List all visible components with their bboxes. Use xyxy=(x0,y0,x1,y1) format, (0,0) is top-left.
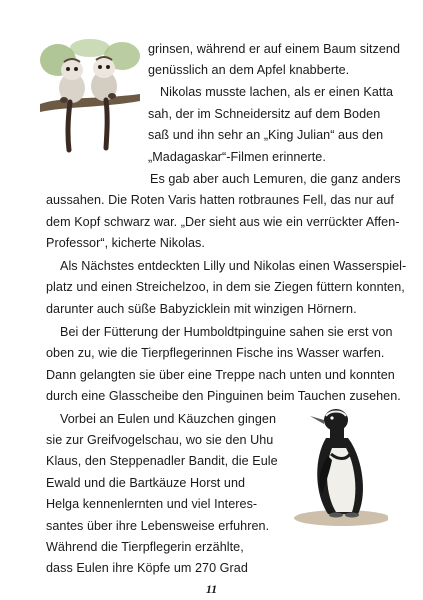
penguin-illustration xyxy=(288,398,388,526)
text-line: platz und einen Streichelzoo, in dem sie Ziegen füttern konnten, xyxy=(46,280,405,294)
lemur-illustration xyxy=(40,38,140,153)
text-line: sah, der im Schneidersitz auf dem Boden xyxy=(148,107,381,121)
text-line: Als Nächstes entdeckten Lilly und Nikolas einen Wasserspiel- xyxy=(60,259,407,273)
text-line: Während die Tierpflegerin erzählte, xyxy=(46,540,244,554)
text-line: Dann gelangten sie über eine Treppe nach unten und konnten xyxy=(46,368,395,382)
text-line: dass Eulen ihre Köpfe um 270 Grad xyxy=(46,561,248,575)
text-line: Ewald und die Bartkäuze Horst und xyxy=(46,476,246,490)
text-line: Es gab aber auch Lemuren, die ganz anders xyxy=(150,172,401,186)
page-number: 11 xyxy=(205,582,218,596)
text-line: genüsslich an dem Apfel knabberte. xyxy=(148,63,350,77)
text-line: Helga kennenlernten und viel Interes- xyxy=(46,497,258,511)
text-line: grinsen, während er auf einem Baum sitzend xyxy=(148,42,401,56)
text-line: aussahen. Die Roten Varis hatten rotbraunes Fell, das nur auf xyxy=(46,193,394,207)
text-line: oben zu, wie die Tierpflegerinnen Fische ins Wasser warfen. xyxy=(46,346,385,360)
text-line: sie zur Greifvogelschau, wo sie den Uhu xyxy=(46,433,274,447)
text-line: Bei der Fütterung der Humboldtpinguine sahen sie erst von xyxy=(60,325,393,339)
text-line: durch eine Glasscheibe den Pinguinen beim Tauchen zusehen. xyxy=(46,389,401,403)
text-line: darunter auch süße Babyzicklein mit winzigen Hörnern. xyxy=(46,302,357,316)
text-line: santes über ihre Lebensweise erfuhren. xyxy=(46,519,270,533)
text-line: Vorbei an Eulen und Käuzchen gingen xyxy=(60,412,277,426)
text-line: saß und ihn sehr an „King Julian“ aus den xyxy=(148,128,384,142)
penguin-icon xyxy=(288,398,388,526)
text-line: Klaus, den Steppenadler Bandit, die Eule xyxy=(46,454,278,468)
text-line: Professor“, kicherte Nikolas. xyxy=(46,236,205,250)
text-line: „Madagaskar“-Filmen erinnerte. xyxy=(148,150,326,164)
lemur-icon xyxy=(40,38,140,153)
text-line: dem Kopf schwarz war. „Der sieht aus wie ein verrückter Affen- xyxy=(46,215,400,229)
text-line: Nikolas musste lachen, als er einen Katta xyxy=(160,85,394,99)
